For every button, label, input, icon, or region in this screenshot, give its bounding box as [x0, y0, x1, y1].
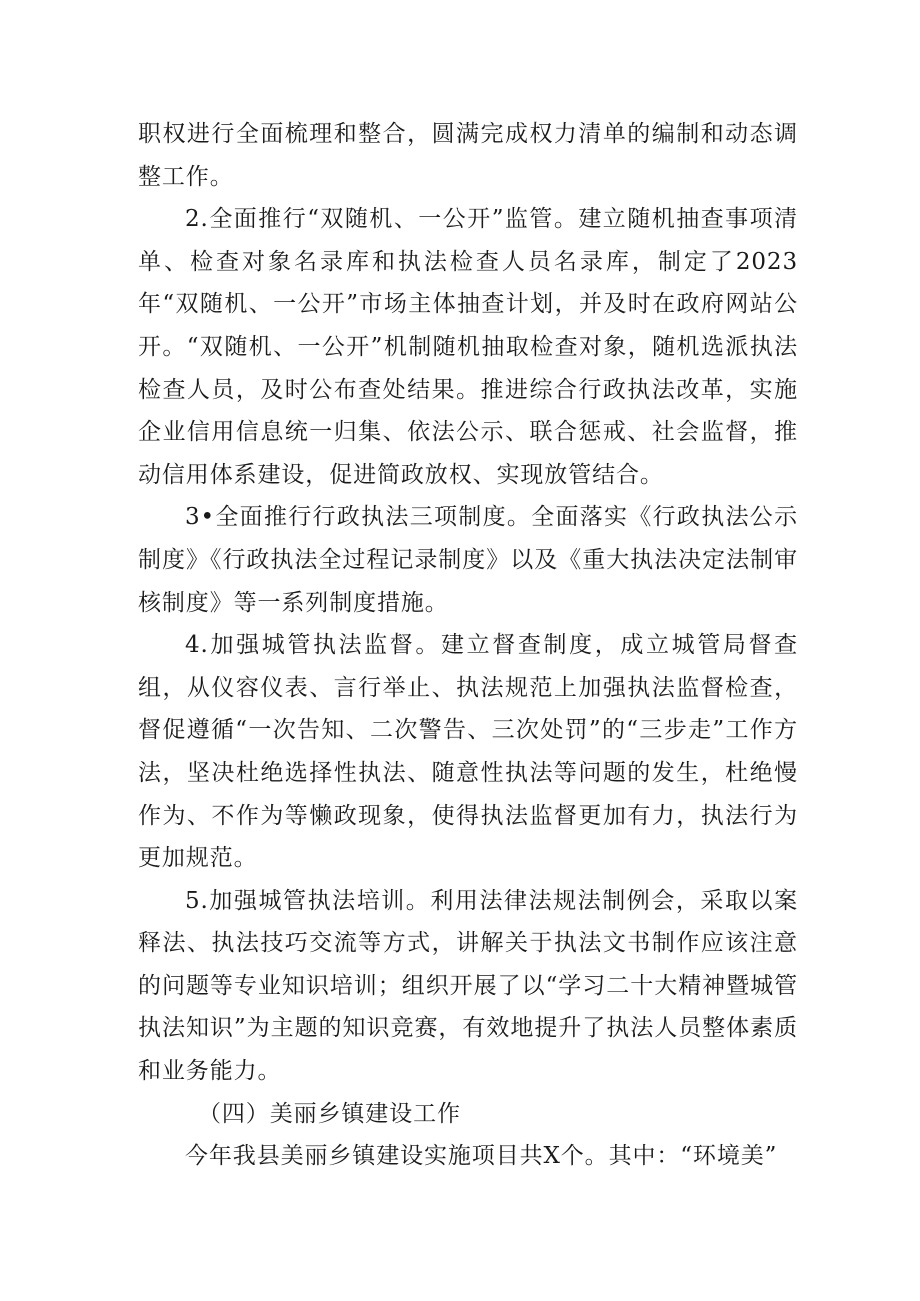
paragraph-last: 今年我县美丽乡镇建设实施项目共X个。其中：“环境美”	[185, 1143, 778, 1170]
section-heading: （四）美丽乡镇建设工作	[198, 1100, 461, 1127]
paragraph-continuation: 职权进行全面梳理和整合，圆满完成权力清单的编制和动态调整工作。	[138, 121, 798, 190]
paragraph-item-4: 4.加强城管执法监督。建立督查制度，成立城管局督查组，从仪容仪表、言行举止、执法规范上加强执法监督检查，督促遵循“一次告知、二次警告、三次处罚”的“三步走”工作方法，坚决杜绝选择性执法、随意性执法等问题的发生，杜绝慢作为、不作为等懒政现象，使得执法监督更加有力，执法行为更加规范。	[138, 632, 798, 872]
document-body	[138, 113, 798, 1178]
paragraph-item-2: 2.全面推行“双随机、一公开”监管。建立随机抽查事项清单、检查对象名录库和执法检查人员名录库，制定了2023年“双随机、一公开”市场主体抽查计划，并及时在政府网站公开。“双随机、一公开”机制随机抽取检查对象，随机选派执法检查人员，及时公布查处结果。推进综合行政执法改革，实施企业信用信息统一归集、依法公示、联合惩戒、社会监督，推动信用体系建设，促进简政放权、实现放管结合。	[138, 206, 798, 488]
paragraph-item-3: 3•全面推行行政执法三项制度。全面落实《行政执法公示制度》《行政执法全过程记录制度》以及《重大执法决定法制审核制度》等一系列制度措施。	[138, 504, 798, 616]
paragraph-item-5: 5.加强城管执法培训。利用法律法规法制例会，采取以案释法、执法技巧交流等方式，讲解关于执法文书制作应该注意的问题等专业知识培训；组织开展了以“学习二十大精神暨城管执法知识”为主题的知识竞赛，有效地提升了执法人员整体素质和业务能力。	[138, 887, 798, 1085]
